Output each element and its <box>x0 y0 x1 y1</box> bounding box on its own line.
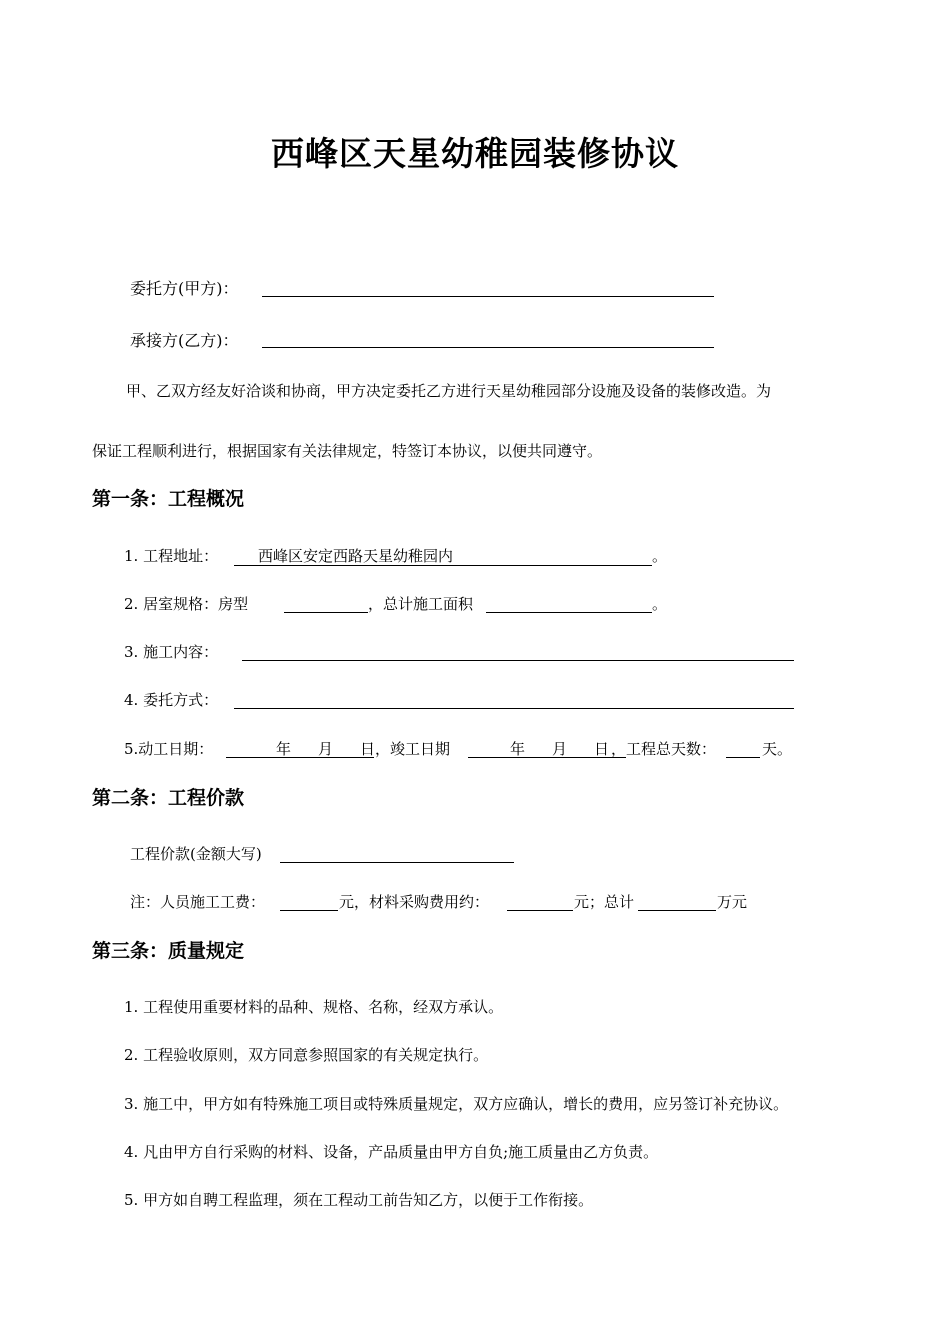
start-date-blank <box>226 757 374 758</box>
party-a-blank <box>262 296 714 297</box>
item-2-blank-type <box>284 612 368 613</box>
item-1-end: 。 <box>652 547 668 565</box>
item-5-total: ，工程总天数： <box>611 740 717 758</box>
quality-item-4: 4. 凡由甲方自行采购的材料、设备，产品质量由甲方自负;施工质量由乙方负责。 <box>124 1143 659 1161</box>
start-month: 月 <box>318 740 334 758</box>
item-5-mid: ，竣工日期 <box>375 740 451 758</box>
note-yuan-1: 元，材料采购费用约： <box>339 893 490 911</box>
section-1-heading: 第一条：工程概况 <box>92 488 245 510</box>
item-5-end: 天。 <box>762 740 793 758</box>
start-day: 日 <box>360 740 376 758</box>
party-a-label: 委托方(甲方)： <box>130 279 239 298</box>
price-label: 工程价款(金额大写) <box>130 845 262 863</box>
intro-line-1: 甲、乙双方经友好洽谈和协商，甲方决定委托乙方进行天星幼稚园部分设施及设备的装修改造。为 <box>126 382 772 400</box>
party-b-label: 承接方(乙方)： <box>130 331 239 350</box>
document-title: 西峰区天星幼稚园装修协议 <box>271 134 679 173</box>
quality-item-2: 2. 工程验收原则，双方同意参照国家的有关规定执行。 <box>124 1046 489 1064</box>
start-year: 年 <box>276 740 292 758</box>
item-2-end: 。 <box>652 595 668 613</box>
section-2-heading: 第二条：工程价款 <box>92 787 245 809</box>
item-2-mid: ，总计施工面积 <box>368 595 474 613</box>
quality-item-3: 3. 施工中，甲方如有特殊施工项目或特殊质量规定，双方应确认，增长的费用，应另签订补充协议。 <box>124 1095 789 1113</box>
item-2-label: 2. 居室规格：房型 <box>124 595 249 613</box>
note-label: 注：人员施工工费： <box>130 893 266 911</box>
end-year: 年 <box>510 740 526 758</box>
section-3-heading: 第三条：质量规定 <box>92 940 245 962</box>
total-blank <box>638 910 716 911</box>
item-1-value: 西峰区安定西路天星幼稚园内 <box>258 547 454 565</box>
total-days-blank <box>726 757 760 758</box>
quality-item-5: 5. 甲方如自聘工程监理，须在工程动工前告知乙方，以便于工作衔接。 <box>124 1191 594 1209</box>
note-yuan-2: 元；总计 <box>574 893 635 911</box>
party-b-blank <box>262 347 714 348</box>
end-month: 月 <box>552 740 568 758</box>
material-fee-blank <box>507 910 573 911</box>
item-1-blank <box>234 546 652 566</box>
item-2-blank-area <box>486 612 652 613</box>
price-blank <box>280 862 514 863</box>
item-3-blank <box>242 660 794 661</box>
item-5-label: 5.动工日期： <box>124 740 214 758</box>
item-1-label: 1. 工程地址： <box>124 547 219 565</box>
item-3-label: 3. 施工内容： <box>124 643 219 661</box>
item-4-label: 4. 委托方式： <box>124 691 219 709</box>
end-day: 日 <box>594 740 610 758</box>
labor-fee-blank <box>280 910 338 911</box>
quality-item-1: 1. 工程使用重要材料的品种、规格、名称，经双方承认。 <box>124 998 504 1016</box>
intro-line-2: 保证工程顺利进行，根据国家有关法律规定，特签订本协议，以便共同遵守。 <box>92 442 603 460</box>
note-end: 万元 <box>717 893 748 911</box>
item-4-blank <box>234 708 794 709</box>
